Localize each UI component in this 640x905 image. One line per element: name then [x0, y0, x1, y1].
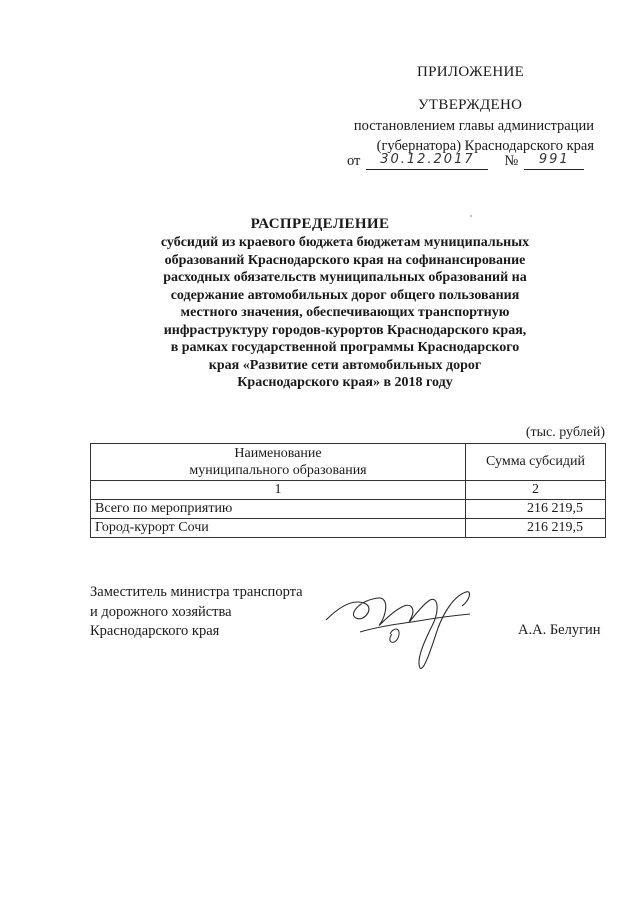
table-header-row: [91, 444, 606, 481]
decree-date-number: [347, 151, 584, 170]
signer-position-line-1: Заместитель министра транспорта: [90, 584, 303, 600]
column-number-1: 1: [91, 481, 466, 500]
subtitle-line: в рамках государственной программы Краснодарского: [170, 340, 520, 355]
row-name: Всего по мероприятию: [91, 500, 466, 519]
appendix-label: ПРИЛОЖЕНИЕ: [417, 64, 525, 80]
row-sum: 216 219,5: [466, 519, 606, 538]
handwritten-signature: [320, 576, 480, 672]
document-title: РАСПРЕДЕЛЕНИЕ: [250, 216, 390, 232]
subtitle-line: инфраструктуру городов-курортов Краснодарского края,: [163, 322, 527, 338]
subtitle-line: Краснодарского края» в 2018 году: [237, 375, 453, 390]
subtitle-line: края «Развитие сети автомобильных дорог: [208, 357, 482, 373]
decree-line-2: (губернатора) Краснодарского края: [376, 138, 594, 154]
subtitle-line: содержание автомобильных дорог общего пользования: [170, 287, 520, 303]
date-prefix: от: [347, 153, 361, 169]
signer-position-line-3: Краснодарского края: [90, 623, 220, 639]
signer-position: [90, 583, 350, 642]
header-sum-cell: Сумма субсидий: [466, 444, 606, 481]
table-row: [91, 519, 606, 538]
header-name-line-1: Наименование: [234, 446, 322, 461]
signer-name: А.А. Белугин: [518, 622, 601, 638]
signer-position-line-2: и дорожного хозяйства: [90, 603, 232, 620]
header-name-cell: [91, 444, 466, 481]
subtitle-line: местного значения, обеспечивающих транспортную: [180, 305, 510, 320]
decree-number: 991: [524, 151, 584, 170]
document-subtitle: [130, 234, 560, 392]
decree-date: 30.12.2017: [366, 151, 488, 170]
table-column-numbers-row: [91, 481, 606, 500]
row-sum: 216 219,5: [466, 500, 606, 519]
subsidy-table: [90, 443, 606, 538]
subtitle-line: субсидий из краевого бюджета бюджетам муниципальных: [160, 235, 530, 250]
table-row: [91, 500, 606, 519]
row-name: Город-курорт Сочи: [91, 519, 466, 538]
column-number-2: 2: [466, 481, 606, 500]
number-sign: №: [504, 153, 519, 169]
units-label: (тыс. рублей): [525, 425, 605, 440]
decree-reference: [294, 116, 594, 156]
header-name-line-2: муниципального образования: [189, 463, 367, 478]
subtitle-line: образований Краснодарского края на софинансирование: [164, 252, 526, 268]
approved-label: УТВЕРЖДЕНО: [418, 97, 523, 113]
subtitle-line: расходных обязательств муниципальных образований на: [163, 270, 527, 285]
decree-line-1: постановлением главы администрации: [353, 118, 594, 134]
